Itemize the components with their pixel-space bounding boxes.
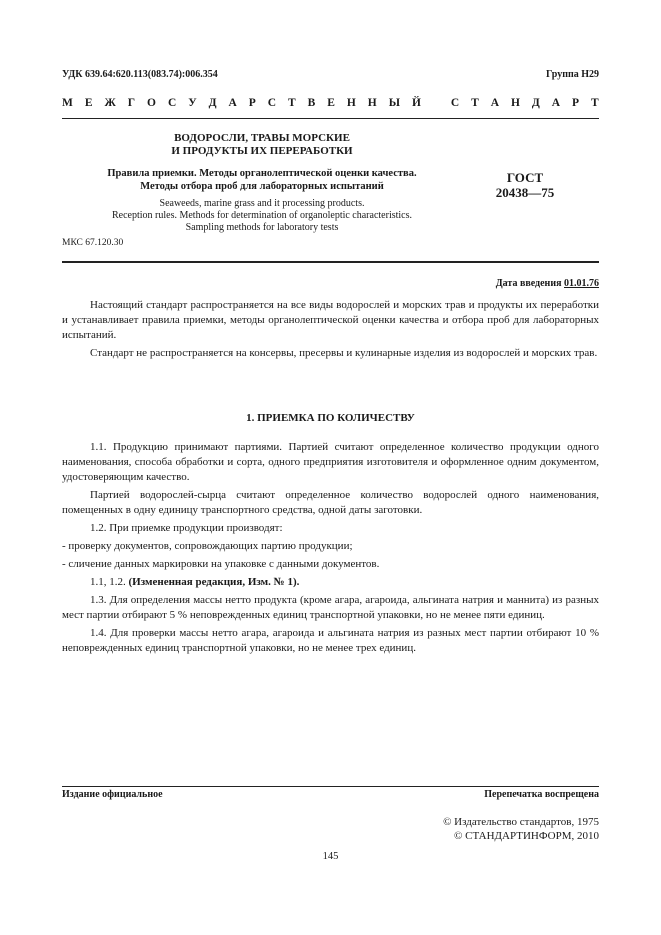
heading-letter: В [307, 97, 316, 109]
heading-gap [433, 97, 439, 109]
group-code: Группа Н29 [546, 69, 599, 80]
heading-letter: Д [208, 97, 217, 109]
clause-1-4: 1.4. Для проверки массы нетто агара, агароида и альгината натрия из разных мест партии отбирают 10 % неповрежденных единиц транспортной упаковки, но не менее трех единиц. [62, 627, 599, 654]
heading-letter: Н [367, 97, 377, 109]
heading-letter: У [188, 97, 197, 109]
clause-1-1-raw: Партией водорослей-сырца считают определенное количество водорослей одного наименования, помещенных в одну единицу транспортного средства, одной даты заготовки. [62, 489, 599, 516]
copyright [443, 815, 599, 843]
copyright-line-2: © СТАНДАРТИНФОРМ, 2010 [454, 830, 599, 842]
footer-divider [62, 786, 599, 787]
page-number: 145 [322, 851, 339, 862]
list-item: - сличение данных маркировки на упаковке с данными документов. [62, 558, 380, 570]
header-divider [62, 261, 599, 263]
list-item: - проверку документов, сопровождающих партию продукции; [62, 540, 353, 552]
heading-letter: Р [248, 97, 256, 109]
effective-date [496, 278, 599, 289]
english-line-1: Seaweeds, marine grass and it processing products. [159, 198, 365, 209]
heading-letter: Ы [388, 97, 400, 109]
udk-code: УДК 639.64:620.113(083.74):006.354 [62, 69, 218, 80]
heading-letter: Н [346, 97, 356, 109]
heading-letter: Е [327, 97, 335, 109]
heading-letter: Е [84, 97, 93, 109]
heading-letter: Н [510, 97, 520, 109]
section-heading: 1. ПРИЕМКА ПО КОЛИЧЕСТВУ [246, 412, 415, 424]
amendment-note [62, 575, 599, 590]
effective-date-value: 01.01.76 [564, 278, 599, 289]
heading-letter: Т [288, 97, 296, 109]
heading-letter: Р [572, 97, 580, 109]
english-title [62, 198, 462, 234]
heading-letter: С [267, 97, 277, 109]
amendment-text: (Измененная редакция, Изм. № 1). [128, 576, 300, 588]
heading-letter: Г [127, 97, 136, 109]
heading-letter: Д [531, 97, 540, 109]
clause-1-2: 1.2. При приемке продукции производят: [90, 522, 283, 534]
gost-designation [480, 170, 570, 200]
subtitle-line-1: Правила приемки. Методы органолептической оценки качества. [107, 168, 417, 179]
amendment-prefix: 1.1, 1.2. [90, 576, 126, 588]
standard-type-heading [62, 97, 599, 109]
intro-paragraph: Настоящий стандарт распространяется на все виды водорослей и морских трав и продукты их переработки и устанавливает правила приемки, методы органолептической оценки качества и отбора проб для лабораторных испытаний. [62, 299, 599, 341]
heading-letter: А [490, 97, 500, 109]
effective-date-label: Дата введения [495, 278, 562, 289]
intro-paragraph: Стандарт не распространяется на консервы, пресервы и кулинарные изделия из водорослей и морских трав. [90, 347, 598, 359]
gost-label: ГОСТ [506, 170, 544, 185]
heading-letter: Й [411, 97, 421, 109]
heading-letter: А [228, 97, 237, 109]
heading-letter: С [167, 97, 177, 109]
clause-1-3: 1.3. Для определения массы нетто продукта (кроме агара, агароида, альгината натрия и маннита) из разных мест партии отбирают 5 % неповрежденных единиц транспортной упаковки, но не менее пяти единиц. [62, 594, 599, 621]
document-subtitle [62, 167, 462, 193]
heading-letter: Т [471, 97, 479, 109]
document-title [62, 132, 462, 158]
title-line-2: И ПРОДУКТЫ ИХ ПЕРЕРАБОТКИ [171, 145, 353, 157]
heading-letter: Ж [104, 97, 116, 109]
english-line-2: Reception rules. Methods for determination of organoleptic characteristics. [112, 210, 412, 221]
copyright-line-1: © Издательство стандартов, 1975 [443, 816, 599, 828]
section-1-text [62, 440, 599, 656]
heading-letter: А [551, 97, 561, 109]
english-line-3: Sampling methods for laboratory tests [185, 222, 339, 233]
subtitle-line-2: Методы отбора проб для лабораторных испытаний [140, 181, 384, 192]
edition-note: Издание официальное [62, 789, 163, 800]
reprint-note: Перепечатка воспрещена [484, 789, 599, 800]
clause-1-1: 1.1. Продукцию принимают партиями. Партией считают определенное количество продукции одного наименования, способа обработки и сорта, одного предприятия изготовителя и оформленное одним документом, удостоверяющим качество. [62, 441, 599, 483]
heading-letter: Т [591, 97, 599, 109]
heading-letter: С [450, 97, 460, 109]
heading-letter: М [62, 97, 73, 109]
title-line-1: ВОДОРОСЛИ, ТРАВЫ МОРСКИЕ [174, 132, 350, 144]
top-divider [62, 118, 599, 119]
gost-number: 20438—75 [495, 185, 555, 200]
intro-text [62, 298, 599, 361]
heading-letter: О [147, 97, 156, 109]
mks-code: МКС 67.120.30 [62, 238, 124, 248]
